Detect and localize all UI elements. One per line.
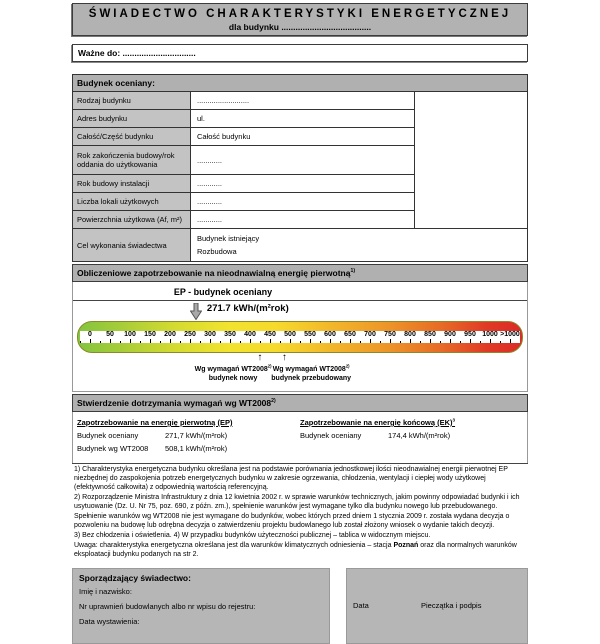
issuer-name-label: Imię i nazwisko: (79, 586, 132, 596)
scale-tick-label: 850 (420, 331, 440, 343)
ep-demand-title: Zapotrzebowanie na energię pierwotną (EP) (77, 418, 233, 427)
row-value-completion-year: ............ (191, 146, 415, 175)
scale-tick-label: 450 (260, 331, 280, 343)
purpose-value-line: Budynek istniejący (197, 234, 260, 243)
wt-label-row (77, 365, 523, 385)
ep-section-header-sup: 1) (350, 268, 356, 275)
row-label-usable-area: Powierzchnia użytkowa (Af, m²) (73, 211, 191, 229)
ep-demand-column (77, 418, 300, 457)
scale-tick-label: 350 (220, 331, 240, 343)
footnote-line: 2) Rozporządzenie Ministra Infrastruktury z dnia 12 kwietnia 2002 r. w sprawie warunków technicznych, jakim powinny odpowiadać budynki i ich usytuowanie (Dz. U. Nr 75, poz. 690, z późn. zm.), spełnienie warunków jest wymagane tylko dla budynku nowego lub przebudowanego. (74, 493, 520, 510)
scale-tick-label: 50 (100, 331, 120, 343)
row-value-certificate-purpose (191, 229, 527, 261)
ep-demand-row-value: 508,1 kWh/(m²rok) (165, 444, 228, 453)
row-label-address: Adres budynku (73, 110, 191, 128)
building-table (72, 74, 528, 262)
scale-tick-label: 800 (400, 331, 420, 343)
scale-tick-label: 150 (140, 331, 160, 343)
ep-demand-row-name: Budynek wg WT2008 (77, 444, 149, 453)
ep-demand-row (77, 431, 300, 440)
row-value-units-count: ............ (191, 193, 415, 211)
ek-demand-title-text: Zapotrzebowanie na energię końcową (EK) (300, 418, 453, 427)
scale-tick-label: 700 (360, 331, 380, 343)
scale-tick-label: 0 (80, 331, 100, 343)
ep-chart (72, 282, 528, 392)
energy-scale (77, 321, 523, 353)
footnote-uwaga-bold: Poznań (393, 541, 419, 549)
wt2008-new-label-line1: Wg wymagań WT2008 (194, 366, 268, 373)
footnote-line: 3) Bez chłodzenia i oświetlenia. 4) W przypadku budynków użyteczności publicznej – tablica w widocznym miejscu. (74, 531, 431, 539)
issuer-header: Sporządzający świadectwo: (79, 572, 191, 583)
scale-tick-label: 100 (120, 331, 140, 343)
footnote-uwaga-prefix: Uwaga: charakterystyka energetyczna określana jest dla warunków klimatycznych odniesienia – stacja (74, 541, 394, 549)
row-value-usable-area: ............ (191, 211, 415, 229)
row-value-address: ul. (191, 110, 415, 128)
row-label-whole-part: Całość/Część budynku (73, 128, 191, 146)
ek-demand-row (300, 431, 523, 440)
issuer-license-label: Nr uprawnień budowlanych albo nr wpisu do rejestru: (79, 601, 256, 611)
valid-until-field: Ważne do: ............................... (72, 44, 528, 62)
wt2008-rebuilt-label-line1: Wg wymagań WT2008 (272, 366, 346, 373)
signature-box (346, 568, 528, 644)
scale-tick-band (80, 331, 520, 343)
ep-demand-row-value: 271,7 kWh/(m²rok) (165, 431, 228, 440)
wt2008-new-label-sup: 2) (267, 363, 272, 369)
ep-marker-row (73, 301, 527, 321)
signature-row (353, 601, 523, 610)
title-box (72, 3, 528, 36)
ep-demand-row-name: Budynek oceniany (77, 431, 139, 440)
purpose-value-line: Rozbudowa (197, 247, 237, 256)
footnotes (72, 463, 528, 560)
issuer-issue-date-label: Data wystawienia: (79, 616, 140, 626)
issuer-box (72, 568, 330, 644)
scale-tick-label: 600 (320, 331, 340, 343)
footnote-line: Spełnienie warunków wg WT2008 nie jest wymagane do budynków, wobec których przed dniem 1 stycznia 2009 r. została wydana decyzja o pozwoleniu na budowę lub odrębna decyzja o zatwierdzeniu projektu budowlanego lub został złożony wniosek o wydanie takich decyzji. (74, 512, 510, 529)
energy-scale-bar (77, 321, 523, 353)
scale-tick-label: 650 (340, 331, 360, 343)
row-value-installation-year: ............ (191, 175, 415, 193)
signature-stamp-label: Pieczątka i podpis (421, 600, 482, 610)
scale-tick-label: 400 (240, 331, 260, 343)
wt-arrow-row (77, 353, 523, 365)
compliance-header-text: Stwierdzenie dotrzymania wymagań wg WT2008 (77, 398, 272, 408)
row-value-building-type: ......................... (191, 92, 415, 110)
ek-demand-title-sup: 3 (452, 417, 456, 423)
wt2008-new-label (195, 365, 272, 383)
row-label-completion-year: Rok zakończenia budowy/rok oddania do użytkowania (73, 146, 191, 175)
ep-demand-row (77, 444, 300, 453)
ek-demand-title (300, 418, 523, 427)
row-label-installation-year: Rok budowy instalacji (73, 175, 191, 193)
ek-demand-row-value: 174,4 kWh/(m²rok) (388, 431, 451, 440)
row-label-units-count: Liczba lokali użytkowych (73, 193, 191, 211)
scale-tick-label: 300 (200, 331, 220, 343)
scale-tick-label: 750 (380, 331, 400, 343)
signature-date-label: Data (353, 600, 369, 610)
scale-tick-label: 900 (440, 331, 460, 343)
scale-tick-label: 200 (160, 331, 180, 343)
document-title: ŚWIADECTWO CHARAKTERYSTYKI ENERGETYCZNEJ (88, 8, 512, 20)
compliance-section-header (72, 394, 528, 412)
building-table-header: Budynek oceniany: (73, 75, 527, 92)
ep-section-header (72, 264, 528, 282)
footnote-uwaga (74, 542, 526, 560)
wt2008-rebuilt-label-line2: budynek przebudowany (271, 375, 352, 382)
scale-tick-label: 500 (280, 331, 300, 343)
scale-tick-label: 250 (180, 331, 200, 343)
certificate-document (72, 3, 528, 644)
scale-tick-label: 950 (460, 331, 480, 343)
wt2008-new-arrow-icon: ↑ (257, 352, 263, 363)
row-label-certificate-purpose: Cel wykonania świadectwa (73, 229, 191, 261)
compliance-body (72, 412, 528, 463)
ek-demand-row-name: Budynek oceniany (300, 431, 362, 440)
row-label-building-type: Rodzaj budynku (73, 92, 191, 110)
bottom-section (72, 568, 528, 644)
scale-tick-label: 550 (300, 331, 320, 343)
wt2008-rebuilt-arrow-icon: ↑ (281, 352, 287, 363)
wt2008-rebuilt-label (271, 365, 351, 383)
ek-demand-column (300, 418, 523, 457)
compliance-header-sup: 2) (271, 398, 276, 405)
footnote-line: 1) Charakterystyka energetyczna budynku określana jest na podstawie porównania jednostkowej ilości nieodnawialnej energii pierwotnej EP niezbędnej do zaspokojenia potrzeb energetycznych budynku w zakresie ogrzewania, chłodzenia, wentylacji i ciepłej wody użytkowej (efektywność całkowita) z odpowiednią wartością referencyjną. (74, 466, 508, 491)
row-value-whole-part: Całość budynku (191, 128, 415, 146)
wt2008-rebuilt-label-sup: 2) (345, 363, 350, 369)
ep-value-text: 271.7 kWh/(m²rok) (206, 303, 289, 314)
table-empty-cell (415, 92, 527, 229)
scale-tick-label: 1000 (480, 331, 500, 343)
footnote-uwaga-suffix: oraz dla normalnych warunków eksploatacji budynku podanych na str 2. (74, 541, 517, 558)
wt2008-new-label-line2: budynek nowy (208, 375, 258, 382)
ep-section-header-text: Obliczeniowe zapotrzebowanie na nieodnawialną energię pierwotną (77, 268, 351, 278)
scale-tick-label: >1000 (500, 331, 520, 343)
document-subtitle: dla budynku ...................................... (228, 22, 372, 32)
ep-chart-label: EP - budynek oceniany (173, 287, 273, 297)
